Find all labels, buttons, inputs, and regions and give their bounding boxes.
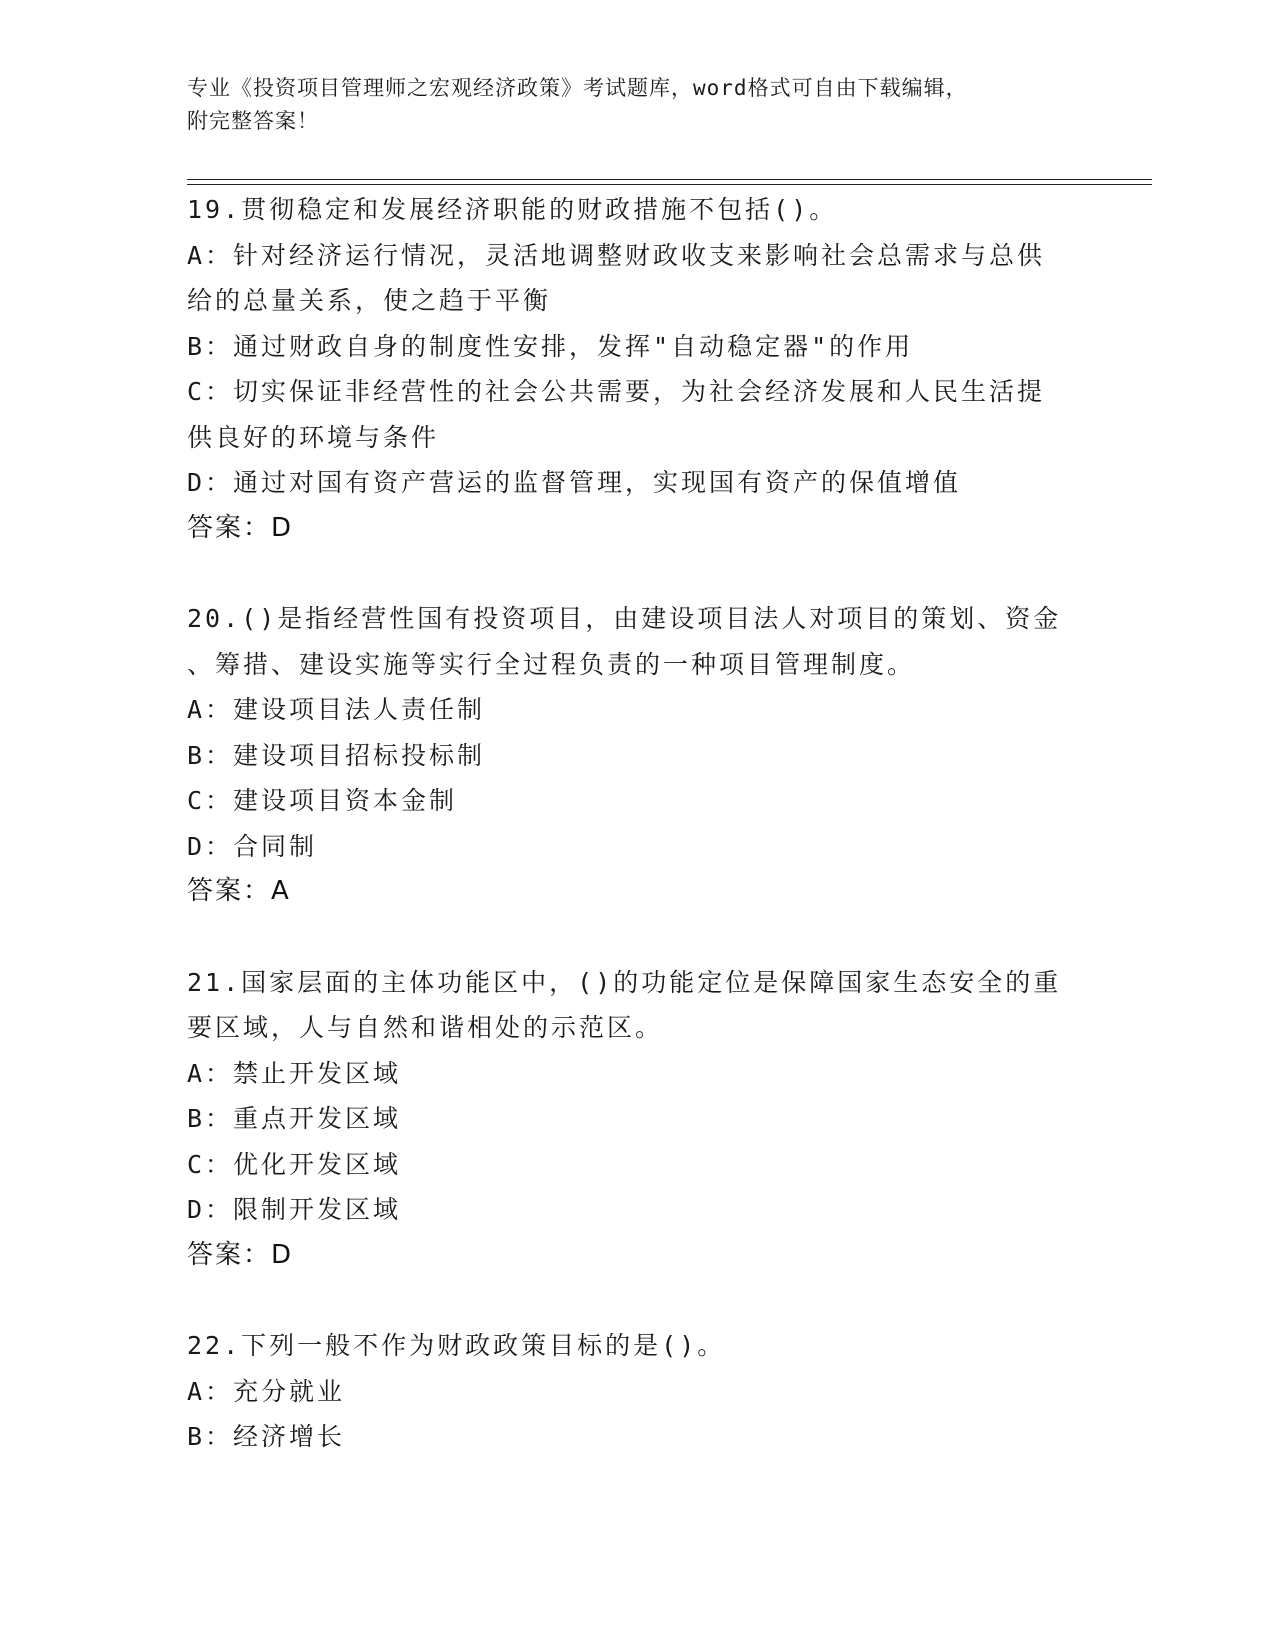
- answer-option: A：充分就业: [187, 1376, 346, 1406]
- question-stem: 、筹措、建设实施等实行全过程负责的一种项目管理制度。: [187, 649, 916, 679]
- answer-option: C：建设项目资本金制: [187, 786, 458, 815]
- answer-option: D：合同制: [187, 831, 318, 861]
- correct-answer: 答案：D: [187, 1239, 294, 1270]
- header-line-1: 专业《投资项目管理师之宏观经济政策》考试题库，word格式可自由下载编辑，: [187, 76, 968, 100]
- question-list: [187, 187, 1087, 1460]
- question-stem: 21.国家层面的主体功能区中，()的功能定位是保障国家生态安全的重: [187, 967, 1062, 997]
- answer-option: C：优化开发区域: [187, 1149, 402, 1179]
- header-divider-bottom: [187, 184, 1152, 185]
- question-stem: 要区域，人与自然和谐相处的示范区。: [187, 1013, 664, 1042]
- question-stem: 22.下列一般不作为财政政策目标的是()。: [187, 1331, 726, 1360]
- answer-option: A：针对经济运行情况，灵活地调整财政收支来影响社会总需求与总供: [187, 240, 1046, 270]
- question-block: [187, 596, 1087, 915]
- answer-option: D：通过对国有资产营运的监督管理，实现国有资产的保值增值: [187, 468, 962, 497]
- question-block: [187, 960, 1087, 1279]
- question-stem: 20.()是指经营性国有投资项目，由建设项目法人对项目的策划、资金: [187, 604, 1062, 633]
- answer-option: B：重点开发区域: [187, 1104, 402, 1133]
- answer-option: A：建设项目法人责任制: [187, 695, 486, 724]
- question-block: [187, 1323, 1087, 1460]
- answer-option: C：切实保证非经营性的社会公共需要，为社会经济发展和人民生活提: [187, 377, 1046, 406]
- question-stem: 19.贯彻稳定和发展经济职能的财政措施不包括()。: [187, 195, 838, 224]
- header-divider-top: [187, 179, 1152, 180]
- answer-option: D：限制开发区域: [187, 1195, 402, 1224]
- answer-option: B：经济增长: [187, 1422, 346, 1451]
- document-header: [187, 72, 1087, 138]
- answer-option: 供良好的环境与条件: [187, 422, 440, 452]
- correct-answer: 答案：A: [187, 876, 291, 906]
- answer-option: B：建设项目招标投标制: [187, 740, 486, 770]
- answer-option: A：禁止开发区域: [187, 1058, 402, 1088]
- correct-answer: 答案：D: [187, 512, 294, 543]
- question-block: [187, 187, 1087, 551]
- header-line-2: 附完整答案！: [187, 109, 319, 133]
- answer-option: 给的总量关系，使之趋于平衡: [187, 286, 552, 315]
- answer-option: B：通过财政自身的制度性安排，发挥"自动稳定器"的作用: [187, 331, 914, 361]
